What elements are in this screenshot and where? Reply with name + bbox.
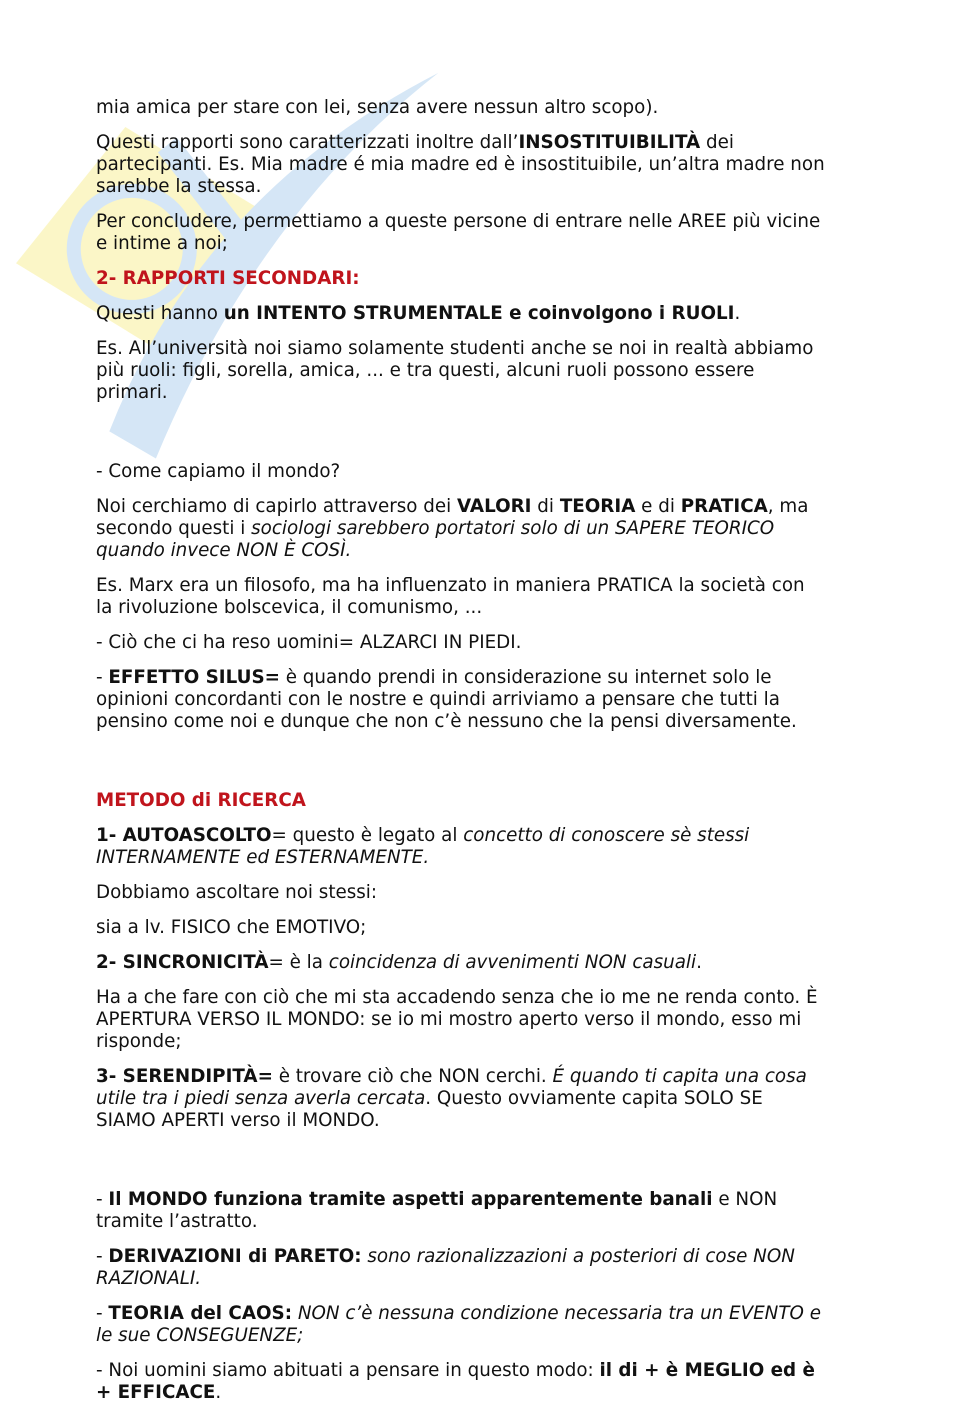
paragraph: Noi cerchiamo di capirlo attraverso dei VALORI di TEORIA e di PRATICA, ma secondo questi i sociologi sarebbero portatori solo di un SAPERE TEORICO quando invece NON È COSÌ. [96, 496, 809, 561]
spacer [96, 746, 826, 790]
document-page [96, 97, 826, 1417]
paragraph: - Il MONDO funziona tramite aspetti apparentemente banali e NON tramite l’astratto. [96, 1189, 778, 1232]
paragraph: - Ciò che ci ha reso uomini= ALZARCI IN PIEDI. [96, 632, 522, 653]
paragraph: - EFFETTO SILUS= è quando prendi in considerazione su internet solo le opinioni concordanti con le nostre e quindi arriviamo a pensare che tutti la pensino come noi e dunque che non c’è nessuno che la pensi diversamente. [96, 667, 797, 732]
paragraph: Es. Marx era un filosofo, ma ha influenzato in maniera PRATICA la società con la rivoluzione bolscevica, il comunismo, ... [96, 575, 805, 618]
paragraph: Dobbiamo ascoltare noi stessi: [96, 882, 378, 903]
paragraph: Ha a che fare con ciò che mi sta accadendo senza che io me ne renda conto. È APERTURA VERSO IL MONDO: se io mi mostro aperto verso il mondo, esso mi risponde; [96, 987, 818, 1052]
paragraph: Es. All’università noi siamo solamente studenti anche se noi in realtà abbiamo più ruoli: figli, sorella, amica, ... e tra questi, alcuni ruoli possono essere primari. [96, 338, 814, 403]
paragraph: - Come capiamo il mondo? [96, 461, 341, 482]
paragraph: - TEORIA del CAOS: NON c’è nessuna condizione necessaria tra un EVENTO e le sue CONSEGUENZE; [96, 1303, 821, 1346]
spacer [96, 1145, 826, 1189]
section-heading: 2- RAPPORTI SECONDARI: [96, 268, 360, 289]
paragraph: - Noi uomini siamo abituati a pensare in questo modo: il di + è MEGLIO ed è + EFFICACE. [96, 1360, 815, 1403]
paragraph: 2- SINCRONICITÀ= è la coincidenza di avvenimenti NON casuali. [96, 952, 702, 973]
paragraph: Questi rapporti sono caratterizzati inoltre dall’INSOSTITUIBILITÀ dei partecipanti. Es. Mia madre é mia madre ed è insostituibile, un’altra madre non sarebbe la stessa. [96, 132, 825, 197]
spacer [96, 417, 826, 461]
paragraph: - DERIVAZIONI di PARETO: sono razionalizzazioni a posteriori di cose NON RAZIONALI. [96, 1246, 795, 1289]
paragraph: mia amica per stare con lei, senza avere nessun altro scopo). [96, 97, 659, 118]
paragraph: Per concludere, permettiamo a queste persone di entrare nelle AREE più vicine e intime a noi; [96, 211, 821, 254]
paragraph: sia a lv. FISICO che EMOTIVO; [96, 917, 367, 938]
paragraph: 3- SERENDIPITÀ= è trovare ciò che NON cerchi. É quando ti capita una cosa utile tra i piedi senza averla cercata. Questo ovviamente capita SOLO SE SIAMO APERTI verso il MONDO. [96, 1066, 807, 1131]
paragraph: 1- AUTOASCOLTO= questo è legato al concetto di conoscere sè stessi INTERNAMENTE ed ESTERNAMENTE. [96, 825, 750, 868]
paragraph: Questi hanno un INTENTO STRUMENTALE e coinvolgono i RUOLI. [96, 303, 741, 324]
section-heading: METODO di RICERCA [96, 790, 306, 811]
